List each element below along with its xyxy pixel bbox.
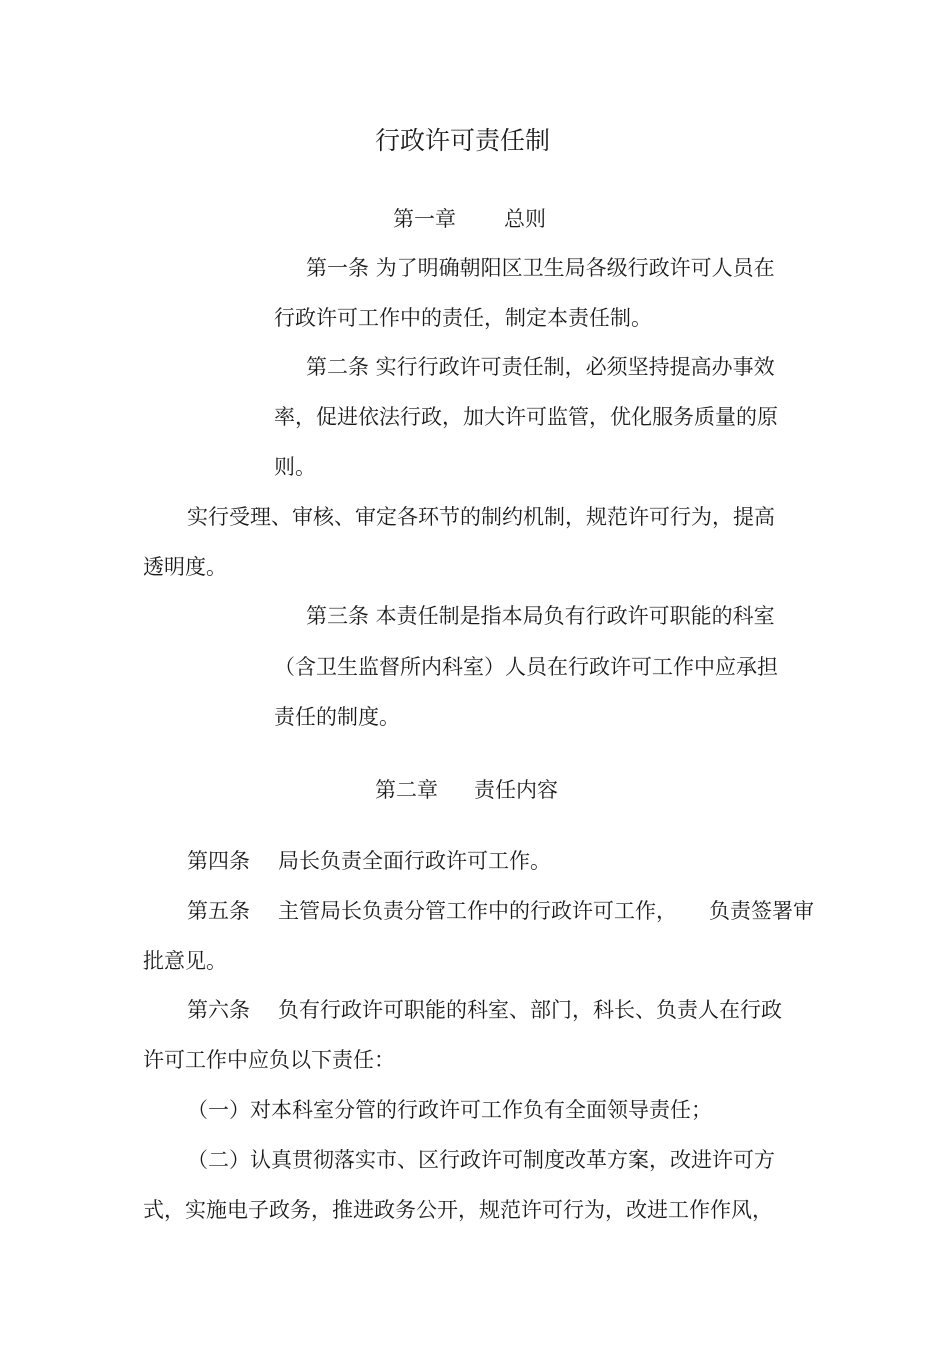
article-4-line	[187, 848, 551, 874]
article-6-text: 负有行政许可职能的科室、部门，科长、负责人在行政	[278, 998, 782, 1022]
article-3-line-3: 责任的制度。	[274, 705, 400, 729]
item-1-line-1: （一）对本科室分管的行政许可工作负有全面领导责任；	[187, 1098, 712, 1122]
article-5-text-a: 主管局长负责分管工作中的行政许可工作，	[278, 899, 677, 923]
article-6-label: 第六条	[187, 998, 250, 1022]
article-5-text-b: 负责签署审	[709, 899, 814, 923]
paragraph-extra-line-2: 透明度。	[143, 555, 227, 579]
article-5-line-2: 批意见。	[143, 949, 227, 973]
document-title: 行政许可责任制	[375, 126, 551, 155]
article-4-label: 第四条	[187, 849, 250, 873]
item-2-line-1: （二）认真贯彻落实市、区行政许可制度改革方案，改进许可方	[187, 1148, 775, 1172]
article-1-line-2: 行政许可工作中的责任，制定本责任制。	[274, 306, 652, 330]
item-2-line-2: 式，实施电子政务，推进政务公开，规范许可行为，改进工作作风，	[143, 1198, 773, 1222]
chapter-1-name: 总则	[504, 207, 546, 231]
article-1-line-1: 第一条 为了明确朝阳区卫生局各级行政许可人员在	[306, 256, 775, 280]
article-6-line-2: 许可工作中应负以下责任：	[143, 1048, 395, 1072]
chapter-1-heading	[393, 206, 546, 232]
chapter-2-name: 责任内容	[474, 778, 558, 802]
article-5-line-1	[187, 898, 814, 924]
article-2-line-3: 则。	[274, 455, 316, 479]
chapter-2-label: 第二章	[375, 778, 438, 802]
article-6-line-1	[187, 997, 782, 1023]
article-3-line-1: 第三条 本责任制是指本局负有行政许可职能的科室	[306, 604, 775, 628]
article-4-text: 局长负责全面行政许可工作。	[278, 849, 551, 873]
article-3-line-2: （含卫生监督所内科室）人员在行政许可工作中应承担	[274, 655, 778, 679]
article-5-label: 第五条	[187, 899, 250, 923]
article-2-line-1: 第二条 实行行政许可责任制，必须坚持提高办事效	[306, 355, 775, 379]
paragraph-extra-line-1: 实行受理、审核、审定各环节的制约机制，规范许可行为，提高	[187, 505, 775, 529]
chapter-2-heading	[375, 777, 558, 803]
chapter-1-label: 第一章	[393, 207, 456, 231]
article-2-line-2: 率，促进依法行政，加大许可监管，优化服务质量的原	[274, 405, 778, 429]
